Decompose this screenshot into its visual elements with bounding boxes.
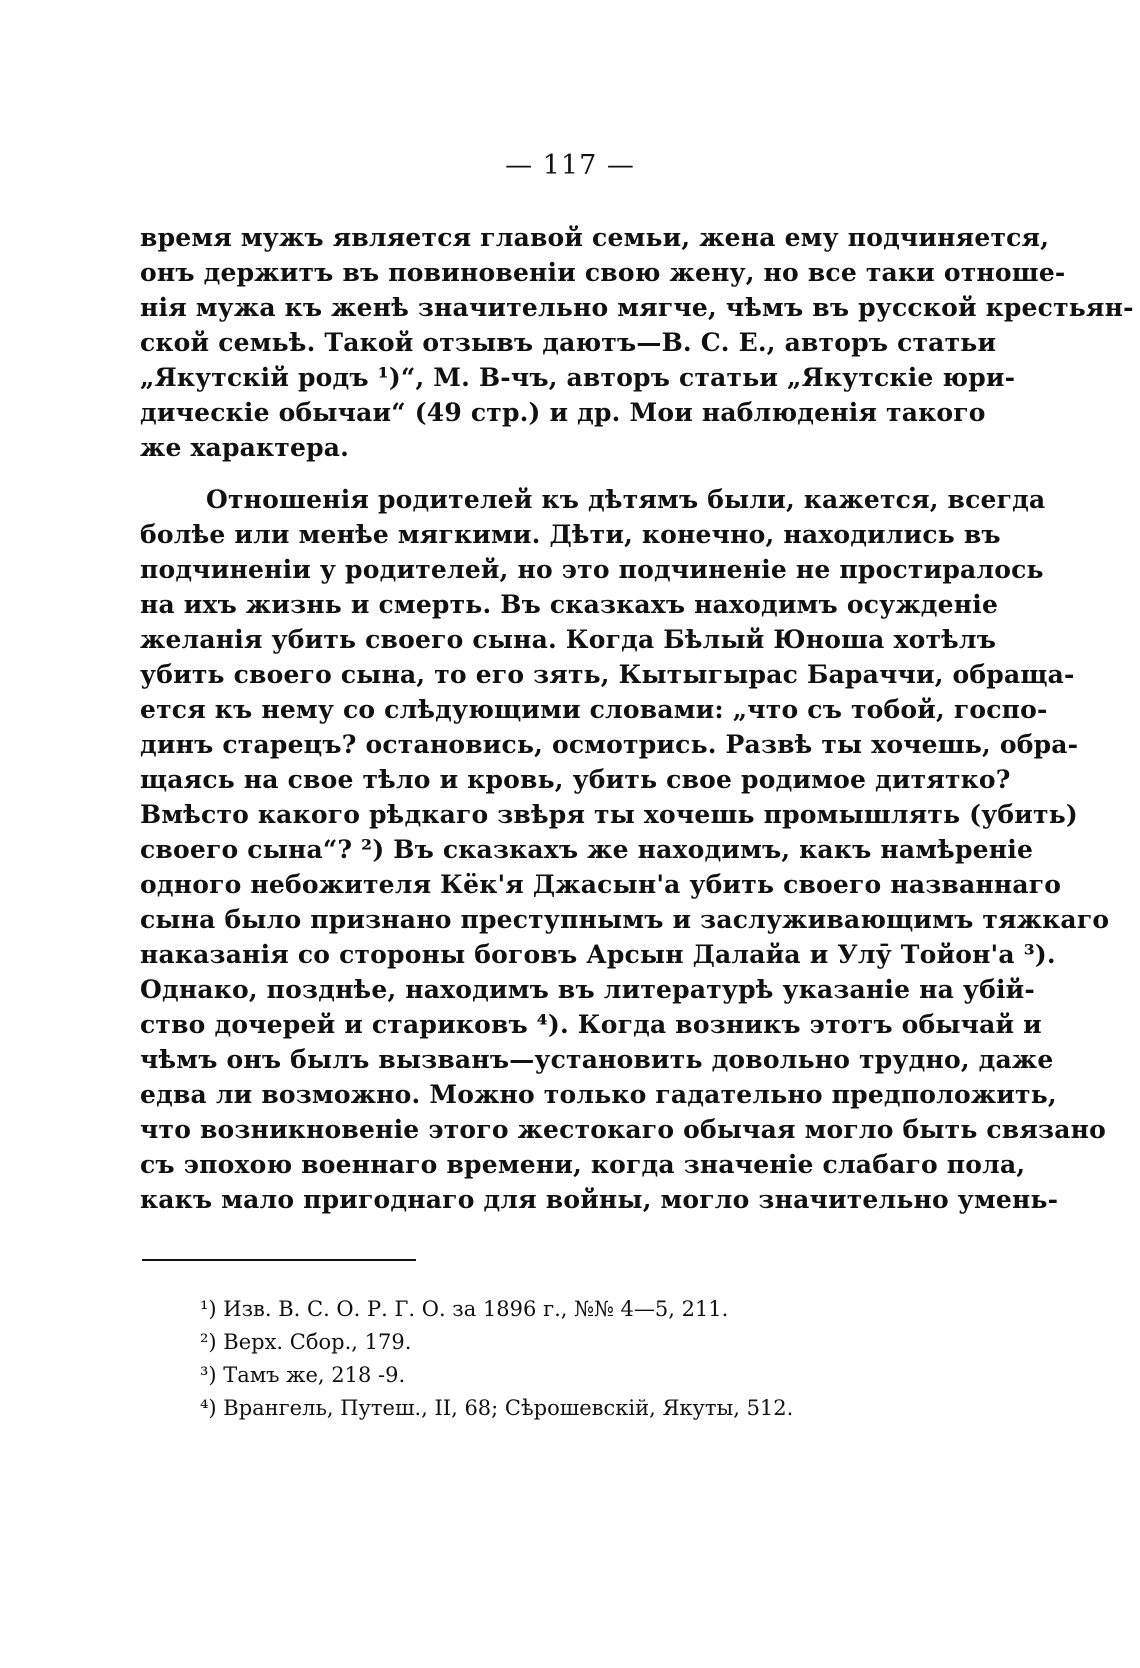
text-line: же характера. <box>140 433 350 462</box>
footnotes <box>200 1293 900 1425</box>
text-line: убить своего сына, то его зять, Кытыгырас Бараччи, обраща- <box>140 660 1075 689</box>
text-line: „Якутскій родъ ¹)“, М. В-чъ, авторъ статьи „Якутскіе юри- <box>140 363 1016 392</box>
text-line: чѣмъ онъ былъ вызванъ—установить довольно трудно, даже <box>140 1045 1054 1074</box>
text-line: на ихъ жизнь и смерть. Въ сказкахъ находимъ осужденіе <box>140 590 999 619</box>
text-line: что возникновеніе этого жестокаго обычая могло быть связано <box>140 1115 1106 1144</box>
text-line: дическіе обычаи“ (49 стр.) и др. Мои наблюденія такого <box>140 398 986 427</box>
paragraph-1 <box>140 220 1134 465</box>
text-line: Вмѣсто какого рѣдкаго звѣря ты хочешь промышлять (убить) <box>140 800 1078 829</box>
text-line: какъ мало пригоднаго для войны, могло значительно умень- <box>140 1185 1059 1214</box>
text-line: время мужъ является главой семьи, жена ему подчиняется, <box>140 223 1050 252</box>
text-line: съ эпохою военнаго времени, когда значеніе слабаго пола, <box>140 1150 1026 1179</box>
text-line: Отношенія родителей къ дѣтямъ были, кажется, всегда <box>206 485 1046 514</box>
text-line: Однако, позднѣе, находимъ въ литературѣ указаніе на убій- <box>140 975 1035 1004</box>
footnote: ²) Верх. Сбор., 179. <box>200 1330 412 1354</box>
text-line: подчиненіи у родителей, но это подчиненіе не простиралось <box>140 555 1044 584</box>
text-line: одного небожителя Кёк'я Джасын'а убить своего названнаго <box>140 870 1062 899</box>
page-number: — 117 — <box>505 150 635 181</box>
footnote: ⁴) Врангель, Путеш., II, 68; Сѣрошевскій, Якуты, 512. <box>200 1396 794 1420</box>
footnote: ¹) Изв. В. С. О. Р. Г. О. за 1896 г., №№ 4—5, 211. <box>200 1297 729 1321</box>
text-line: щаясь на свое тѣло и кровь, убить свое родимое дитятко? <box>140 765 1011 794</box>
text-line: ется къ нему со слѣдующими словами: „что съ тобой, госпо- <box>140 695 1048 724</box>
text-line: динъ старецъ? остановись, осмотрись. Развѣ ты хочешь, обра- <box>140 730 1079 759</box>
text-line: желанія убить своего сына. Когда Бѣлый Юноша хотѣлъ <box>140 625 997 654</box>
text-line: ство дочерей и стариковъ ⁴). Когда возникъ этотъ обычай и <box>140 1010 1042 1039</box>
text-line: ской семьѣ. Такой отзывъ даютъ—В. С. Е., авторъ статьи <box>140 328 997 357</box>
text-line: нія мужа къ женѣ значительно мягче, чѣмъ въ русской крестьян- <box>140 293 1134 322</box>
text-line: сына было признано преступнымъ и заслуживающимъ тяжкаго <box>140 905 1110 934</box>
text-line: болѣе или менѣе мягкими. Дѣти, конечно, находились въ <box>140 520 1001 549</box>
paragraph-2 <box>140 482 1110 1217</box>
text-line: своего сына“? ²) Въ сказкахъ же находимъ, какъ намѣреніе <box>140 835 1034 864</box>
footnote: ³) Тамъ же, 218 -9. <box>200 1363 406 1387</box>
text-line: наказанія со стороны боговъ Арсын Далайа и Улӯ Тойон'а ³). <box>140 940 1056 969</box>
footnote-divider <box>142 1259 416 1261</box>
text-line: едва ли возможно. Можно только гадательно предположить, <box>140 1080 1057 1109</box>
text-line: онъ держитъ въ повиновеніи свою жену, но все таки отноше- <box>140 258 1066 287</box>
